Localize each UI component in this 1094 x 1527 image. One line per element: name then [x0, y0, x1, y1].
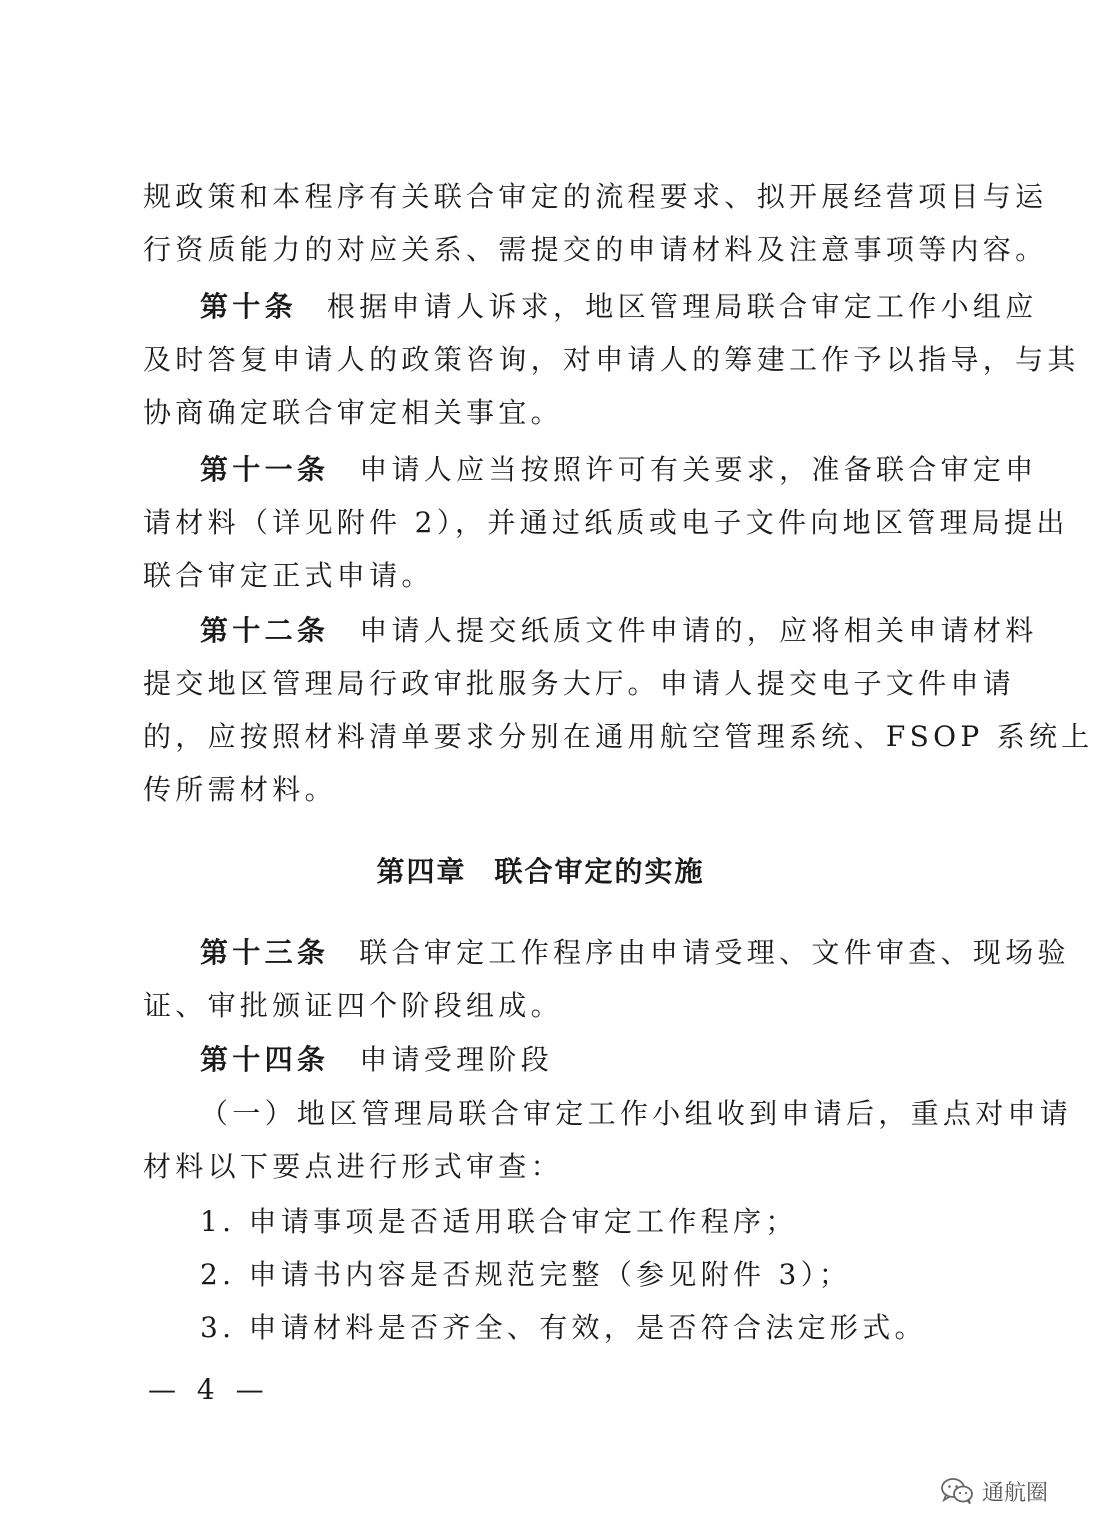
article-text: 申请人提交纸质文件申请的，应将相关申请材料 [359, 614, 1038, 647]
chapter-title: 联合审定的实施 [494, 855, 705, 888]
watermark-text: 通航圈 [981, 1480, 1048, 1506]
article-11 [200, 444, 1038, 496]
list-item: 3. 申请材料是否齐全、有效，是否符合法定形式。 [200, 1311, 927, 1344]
text-line: 证、审批颁证四个阶段组成。 [143, 989, 563, 1022]
chapter-number: 第四章 [376, 855, 467, 888]
article-10 [200, 281, 1038, 333]
article-label: 第十二条 [200, 614, 330, 647]
text-line: 及时答复申请人的政策咨询，对申请人的筹建工作予以指导，与其 [143, 343, 1080, 376]
article-text: 根据申请人诉求，地区管理局联合审定工作小组应 [326, 290, 1038, 323]
text-line: 规政策和本程序有关联合审定的流程要求、拟开展经营项目与运 [143, 180, 1048, 213]
text-line: 材料以下要点进行形式审查： [143, 1150, 563, 1183]
list-item: 2. 申请书内容是否规范完整（参见附件 3）； [200, 1258, 852, 1291]
article-13 [200, 927, 1070, 979]
chapter-heading [143, 846, 938, 898]
article-text: 申请人应当按照许可有关要求，准备联合审定申 [359, 453, 1038, 486]
watermark [940, 1473, 1048, 1509]
article-14 [200, 1034, 938, 1086]
text-line: 的，应按照材料清单要求分别在通用航空管理系统、FSOP 系统上 [143, 720, 1094, 753]
text-line: 行资质能力的对应关系、需提交的申请材料及注意事项等内容。 [143, 233, 1048, 266]
article-label: 第十一条 [200, 453, 330, 486]
text-line: 提交地区管理局行政审批服务大厅。申请人提交电子文件申请 [143, 667, 1016, 700]
item-1: （一）地区管理局联合审定工作小组收到申请后，重点对申请 [200, 1097, 1073, 1130]
article-label: 第十条 [200, 290, 297, 323]
article-text: 联合审定工作程序由申请受理、文件审查、现场验 [359, 936, 1070, 969]
article-label: 第十三条 [200, 936, 330, 969]
article-text: 申请受理阶段 [359, 1043, 554, 1076]
page-number: — 4 — [148, 1373, 270, 1406]
list-item: 1. 申请事项是否适用联合审定工作程序； [200, 1205, 798, 1238]
article-12 [200, 605, 1038, 657]
wechat-icon [940, 1477, 974, 1505]
article-label: 第十四条 [200, 1043, 330, 1076]
text-line: 传所需材料。 [143, 773, 337, 806]
text-line: 请材料（详见附件 2），并通过纸质或电子文件向地区管理局提出 [143, 506, 1069, 539]
text-line: 协商确定联合审定相关事宜。 [143, 396, 563, 429]
text-line: 联合审定正式申请。 [143, 559, 434, 592]
